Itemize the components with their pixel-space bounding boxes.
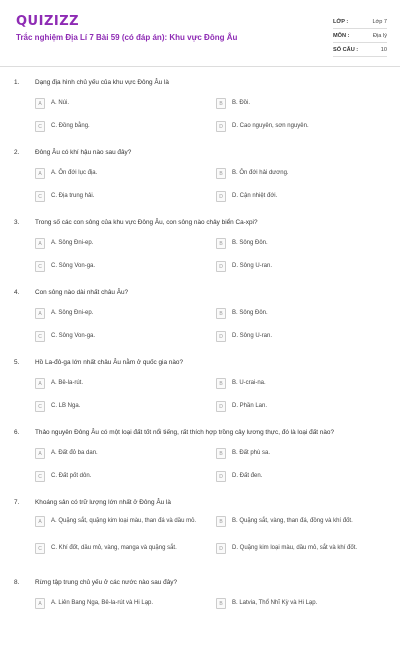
option-c[interactable]: [35, 331, 201, 342]
question-number: 3.: [14, 219, 20, 226]
option-letter-badge: B: [216, 98, 226, 109]
option-text: A. Sông Đni-ep.: [51, 310, 94, 316]
option-b[interactable]: [216, 448, 382, 459]
option-d[interactable]: [216, 191, 382, 202]
meta-value: Địa lý: [373, 32, 387, 39]
option-letter-badge: D: [216, 331, 226, 342]
option-letter-badge: C: [35, 471, 45, 482]
option-c[interactable]: [35, 471, 201, 482]
option-letter-badge: C: [35, 331, 45, 342]
meta-label: LỚP :: [333, 18, 349, 25]
option-c[interactable]: [35, 121, 201, 132]
option-letter-badge: B: [216, 168, 226, 179]
option-letter-badge: B: [216, 598, 226, 609]
question-number: 5.: [14, 359, 20, 366]
option-text: B. Ôn đới hải dương.: [232, 170, 289, 176]
option-text: B. Latvia, Thổ Nhĩ Kỳ và Hi Lạp.: [232, 600, 318, 606]
meta-value: Lớp 7: [372, 18, 387, 25]
option-text: B. Sông Đôn.: [232, 240, 268, 246]
option-a[interactable]: [35, 308, 201, 319]
option-letter-badge: A: [35, 378, 45, 389]
option-text: A. Quặng sắt, quặng kim loại màu, than đá và dầu mỏ.: [51, 518, 197, 524]
option-letter-badge: D: [216, 121, 226, 132]
question-4: [0, 286, 400, 356]
question-8: [0, 576, 400, 646]
meta-row-class: [333, 15, 387, 29]
option-text: C. Đồng bằng.: [51, 123, 90, 129]
question-number: 4.: [14, 289, 20, 296]
meta-value: 10: [380, 46, 387, 53]
option-d[interactable]: [216, 471, 382, 482]
option-text: A. Núi.: [51, 100, 70, 106]
option-text: C. Đất pốt dôn.: [51, 473, 92, 479]
question-2: [0, 146, 400, 216]
option-text: D. Cao nguyên, sơn nguyên.: [232, 123, 309, 129]
question-1: [0, 76, 400, 146]
option-text: D. Phần Lan.: [232, 403, 268, 409]
option-a[interactable]: [35, 378, 201, 389]
question-text: Thảo nguyên Đông Âu có một loại đất tốt nổi tiếng, rất thích hợp trồng cây lương thực, đó là loại đất nào?: [35, 429, 335, 436]
option-b[interactable]: [216, 238, 382, 249]
option-letter-badge: A: [35, 598, 45, 609]
option-letter-badge: C: [35, 121, 45, 132]
question-3: [0, 216, 400, 286]
option-text: D. Cận nhiệt đới.: [232, 193, 278, 199]
option-b[interactable]: [216, 516, 382, 527]
option-letter-badge: C: [35, 191, 45, 202]
option-b[interactable]: [216, 378, 382, 389]
option-letter-badge: D: [216, 543, 226, 554]
header-divider: [0, 66, 400, 67]
question-list: [0, 76, 400, 646]
option-text: A. Đất đỏ ba dan.: [51, 450, 98, 456]
option-a[interactable]: [35, 98, 201, 109]
question-number: 2.: [14, 149, 20, 156]
question-text: Trong số các con sông của khu vực Đông Âu, con sông nào chảy biển Ca-xpi?: [35, 219, 258, 226]
option-text: A. Sông Đni-ep.: [51, 240, 94, 246]
option-text: C. Địa trung hải.: [51, 193, 95, 199]
option-a[interactable]: [35, 238, 201, 249]
meta-row-count: [333, 43, 387, 57]
question-5: [0, 356, 400, 426]
option-letter-badge: D: [216, 191, 226, 202]
option-letter-badge: B: [216, 308, 226, 319]
option-text: D. Quặng kim loại màu, dầu mỏ, sắt và khí đốt.: [232, 545, 358, 551]
option-d[interactable]: [216, 121, 382, 132]
option-letter-badge: A: [35, 516, 45, 527]
option-b[interactable]: [216, 168, 382, 179]
option-letter-badge: A: [35, 238, 45, 249]
option-text: C. LB Nga.: [51, 403, 81, 409]
option-text: B. Quặng sắt, vàng, than đá, đồng và khí đốt.: [232, 518, 353, 524]
option-letter-badge: A: [35, 308, 45, 319]
option-c[interactable]: [35, 401, 201, 412]
option-letter-badge: B: [216, 238, 226, 249]
option-letter-badge: B: [216, 516, 226, 527]
question-text: Khoáng sản có trữ lượng lớn nhất ở Đông Âu là: [35, 499, 171, 506]
option-text: B. U-crai-na.: [232, 380, 266, 386]
question-number: 8.: [14, 579, 20, 586]
option-d[interactable]: [216, 331, 382, 342]
question-text: Rừng tập trung chủ yếu ở các nước nào sau đây?: [35, 579, 177, 586]
question-text: Đông Âu có khí hậu nào sau đây?: [35, 149, 132, 156]
option-text: B. Sông Đôn.: [232, 310, 268, 316]
option-d[interactable]: [216, 543, 382, 554]
meta-row-subject: [333, 29, 387, 43]
option-b[interactable]: [216, 98, 382, 109]
option-text: C. Sông Von-ga.: [51, 263, 96, 269]
option-text: D. Sông U-ran.: [232, 263, 273, 269]
question-text: Con sông nào dài nhất châu Âu?: [35, 289, 129, 296]
meta-label: SỐ CÂU :: [333, 46, 359, 53]
option-a[interactable]: [35, 448, 201, 459]
question-7: [0, 496, 400, 576]
option-text: D. Đất đen.: [232, 473, 263, 479]
document-header: [0, 0, 400, 66]
option-c[interactable]: [35, 261, 201, 272]
option-c[interactable]: [35, 543, 201, 554]
question-text: Dạng địa hình chủ yếu của khu vực Đông Âu là: [35, 79, 169, 86]
option-text: A. Bê-la-rút.: [51, 380, 84, 386]
meta-label: MÔN :: [333, 32, 350, 39]
option-letter-badge: C: [35, 401, 45, 412]
option-text: B. Đất phù sa.: [232, 450, 271, 456]
option-letter-badge: A: [35, 168, 45, 179]
quiz-meta: [333, 15, 387, 57]
option-a[interactable]: [35, 168, 201, 179]
option-text: C. Khí đốt, dầu mỏ, vàng, manga và quặng sắt.: [51, 545, 177, 551]
option-text: B. Đồi.: [232, 100, 251, 106]
question-number: 6.: [14, 429, 20, 436]
option-letter-badge: B: [216, 448, 226, 459]
option-letter-badge: B: [216, 378, 226, 389]
option-letter-badge: A: [35, 448, 45, 459]
option-letter-badge: C: [35, 543, 45, 554]
option-text: A. Ôn đới lục địa.: [51, 170, 98, 176]
option-c[interactable]: [35, 191, 201, 202]
page-title: Trắc nghiệm Địa Lí 7 Bài 59 (có đáp án): Khu vực Đông Âu: [16, 33, 238, 42]
quizizz-logo: QUIZIZZ: [16, 14, 80, 29]
option-letter-badge: D: [216, 401, 226, 412]
question-number: 1.: [14, 79, 20, 86]
option-text: A. Liên Bang Nga, Bê-la-rút và Hi Lạp.: [51, 600, 154, 606]
option-b[interactable]: [216, 308, 382, 319]
option-letter-badge: C: [35, 261, 45, 272]
option-a[interactable]: [35, 516, 201, 527]
option-text: C. Sông Von-ga.: [51, 333, 96, 339]
option-letter-badge: D: [216, 471, 226, 482]
option-letter-badge: D: [216, 261, 226, 272]
question-text: Hồ La-đô-ga lớn nhất châu Âu nằm ở quốc gia nào?: [35, 359, 184, 366]
question-number: 7.: [14, 499, 20, 506]
option-text: D. Sông U-ran.: [232, 333, 273, 339]
option-letter-badge: A: [35, 98, 45, 109]
option-d[interactable]: [216, 401, 382, 412]
option-d[interactable]: [216, 261, 382, 272]
question-6: [0, 426, 400, 496]
